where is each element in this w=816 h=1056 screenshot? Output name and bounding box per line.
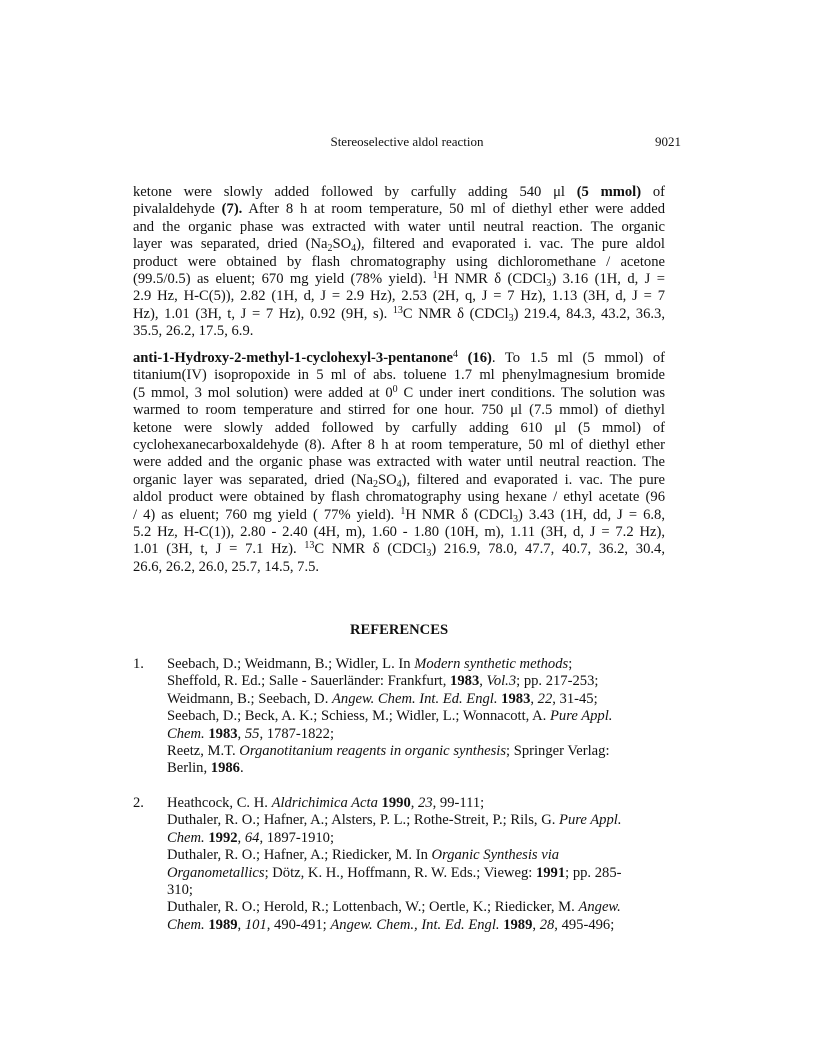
text-line: layer was separated, dried $(Na_2SO_4)$, filtered and evaporated i. vac. The pure aldol bbox=[133, 236, 665, 255]
text-line: 2.9 Hz, H-C(5)), 2.82 (1H, d, J = 2.9 Hz), 2.53 (2H, q, J = 7 Hz), 1.13 (3H, d, J = 7 bbox=[133, 288, 665, 305]
text-line: product were obtained by flash chromatography using dichloromethane / acetone bbox=[133, 253, 665, 270]
reference-body bbox=[167, 656, 673, 778]
text-line: 1.01 (3H, t, J = 7.1 Hz). $^{13}$C NMR δ (CDCl$_3$) 216.9, 78.0, 47.7, 40.7, 36.2, 30.4, bbox=[133, 540, 665, 560]
text-line: organic layer was separated, dried $(Na_2SO_4)$, filtered and evaporated i. vac. The pure bbox=[133, 471, 665, 490]
text-line: Chem. 1983, 55, 1787-1822; bbox=[167, 725, 335, 742]
text-line: / 4) as eluent; 760 mg yield ( 77% yield). $^1$H NMR δ (CDCl$_3$) 3.43 (1H, dd, J = 6.8, bbox=[133, 505, 665, 525]
reference-number: 1. bbox=[133, 656, 144, 672]
text-line: anti-1-Hydroxy-2-methyl-1-cyclohexyl-3-pentanone$^4$ (16). To 1.5 ml (5 mmol) of bbox=[133, 349, 666, 366]
text-line: ketone were slowly added followed by carfully adding 540 μl (5 mmol) of bbox=[133, 184, 665, 200]
text-line: and the organic phase was extracted with water until neutral reaction. The organic bbox=[133, 218, 665, 235]
reference-number: 2. bbox=[133, 795, 144, 811]
text-line: Chem. 1989, 101, 490-491; Angew. Chem., Int. Ed. Engl. 1989, 28, 495-496; bbox=[167, 916, 615, 933]
text-line: 35.5, 26.2, 17.5, 6.9. bbox=[133, 323, 254, 340]
text-line: 310; bbox=[167, 882, 193, 899]
text-line: Berlin, 1986. bbox=[167, 760, 244, 777]
text-line: Heathcock, C. H. Aldrichimica Acta 1990, 23, 99-111; bbox=[167, 795, 485, 811]
text-line: Seebach, D.; Weidmann, B.; Widler, L. In Modern synthetic methods; bbox=[167, 656, 573, 672]
text-line: were added and the organic phase was extracted with water until neutral reaction. The bbox=[133, 454, 665, 471]
text-line: Reetz, M.T. Organotitanium reagents in organic synthesis; Springer Verlag: bbox=[167, 743, 610, 760]
text-line: warmed to room temperature and stirred for one hour. 750 μl (7.5 mmol) of diethyl bbox=[133, 402, 665, 419]
text-line: Duthaler, R. O.; Herold, R.; Lottenbach, W.; Oertle, K.; Riedicker, M. Angew. bbox=[167, 899, 621, 916]
text-line: Seebach, D.; Beck, A. K.; Schiess, M.; Widler, L.; Wonnacott, A. Pure Appl. bbox=[167, 708, 613, 725]
experimental-paragraph-compound-16 bbox=[133, 350, 665, 576]
text-line: Weidmann, B.; Seebach, D. Angew. Chem. Int. Ed. Engl. 1983, 22, 31-45; bbox=[167, 690, 598, 707]
text-line: aldol product were obtained by flash chromatography using hexane / ethyl acetate (96 bbox=[133, 489, 665, 506]
text-line: titanium(IV) isopropoxide in 5 ml of abs. toluene 1.7 ml phenylmagnesium bromide bbox=[133, 367, 665, 384]
reference-body bbox=[167, 795, 673, 934]
text-line: Chem. 1992, 64, 1897-1910; bbox=[167, 829, 335, 846]
text-line: 26.6, 26.2, 26.0, 25.7, 14.5, 7.5. bbox=[133, 558, 320, 575]
text-line: cyclohexanecarboxaldehyde (8). After 8 h at room temperature, 50 ml of diethyl ether bbox=[133, 437, 665, 454]
text-line: 5.2 Hz, H-C(1)), 2.80 - 2.40 (4H, m), 1.60 - 1.80 (10H, m), 1.11 (3H, d, J = 7.2 Hz), bbox=[133, 524, 665, 541]
text-line: Hz), 1.01 (3H, t, J = 7 Hz), 0.92 (9H, s). $^{13}$C NMR δ (CDCl$_3$) 219.4, 84.3, 43.2, 36.3, bbox=[133, 304, 665, 324]
references-heading: REFERENCES bbox=[349, 622, 449, 638]
page-number: 9021 bbox=[655, 134, 681, 149]
text-line: Sheffold, R. Ed.; Salle - Sauerländer: Frankfurt, 1983, Vol.3; pp. 217-253; bbox=[167, 673, 599, 690]
text-line: Duthaler, R. O.; Hafner, A.; Alsters, P. L.; Rothe-Streit, P.; Rils, G. Pure Appl. bbox=[167, 812, 622, 829]
text-line: (99.5/0.5) as eluent; 670 mg yield (78% yield). $^1$H NMR δ (CDCl$_3$) 3.16 (1H, d, J = bbox=[133, 270, 665, 290]
text-line: (5 mmol, 3 mol solution) were added at $0^0$ C under inert conditions. The solution was bbox=[133, 383, 666, 401]
running-head: Stereoselective aldol reaction bbox=[330, 134, 484, 149]
experimental-paragraph-aldol-15 bbox=[133, 184, 665, 341]
text-line: pivalaldehyde (7). After 8 h at room temperature, 50 ml of diethyl ether were added bbox=[133, 201, 665, 218]
page-header bbox=[133, 134, 681, 152]
text-line: Organometallics; Dötz, K. H., Hoffmann, R. W. Eds.; Vieweg: 1991; pp. 285- bbox=[167, 864, 622, 881]
compound-name: anti-1-Hydroxy-2-methyl-1-cyclohexyl-3-pentanone bbox=[133, 350, 453, 366]
text-line: Duthaler, R. O.; Hafner, A.; Riedicker, M. In Organic Synthesis via bbox=[167, 847, 560, 864]
text-line: ketone were slowly added followed by carfully adding 610 μl (5 mmol) of bbox=[133, 419, 665, 436]
